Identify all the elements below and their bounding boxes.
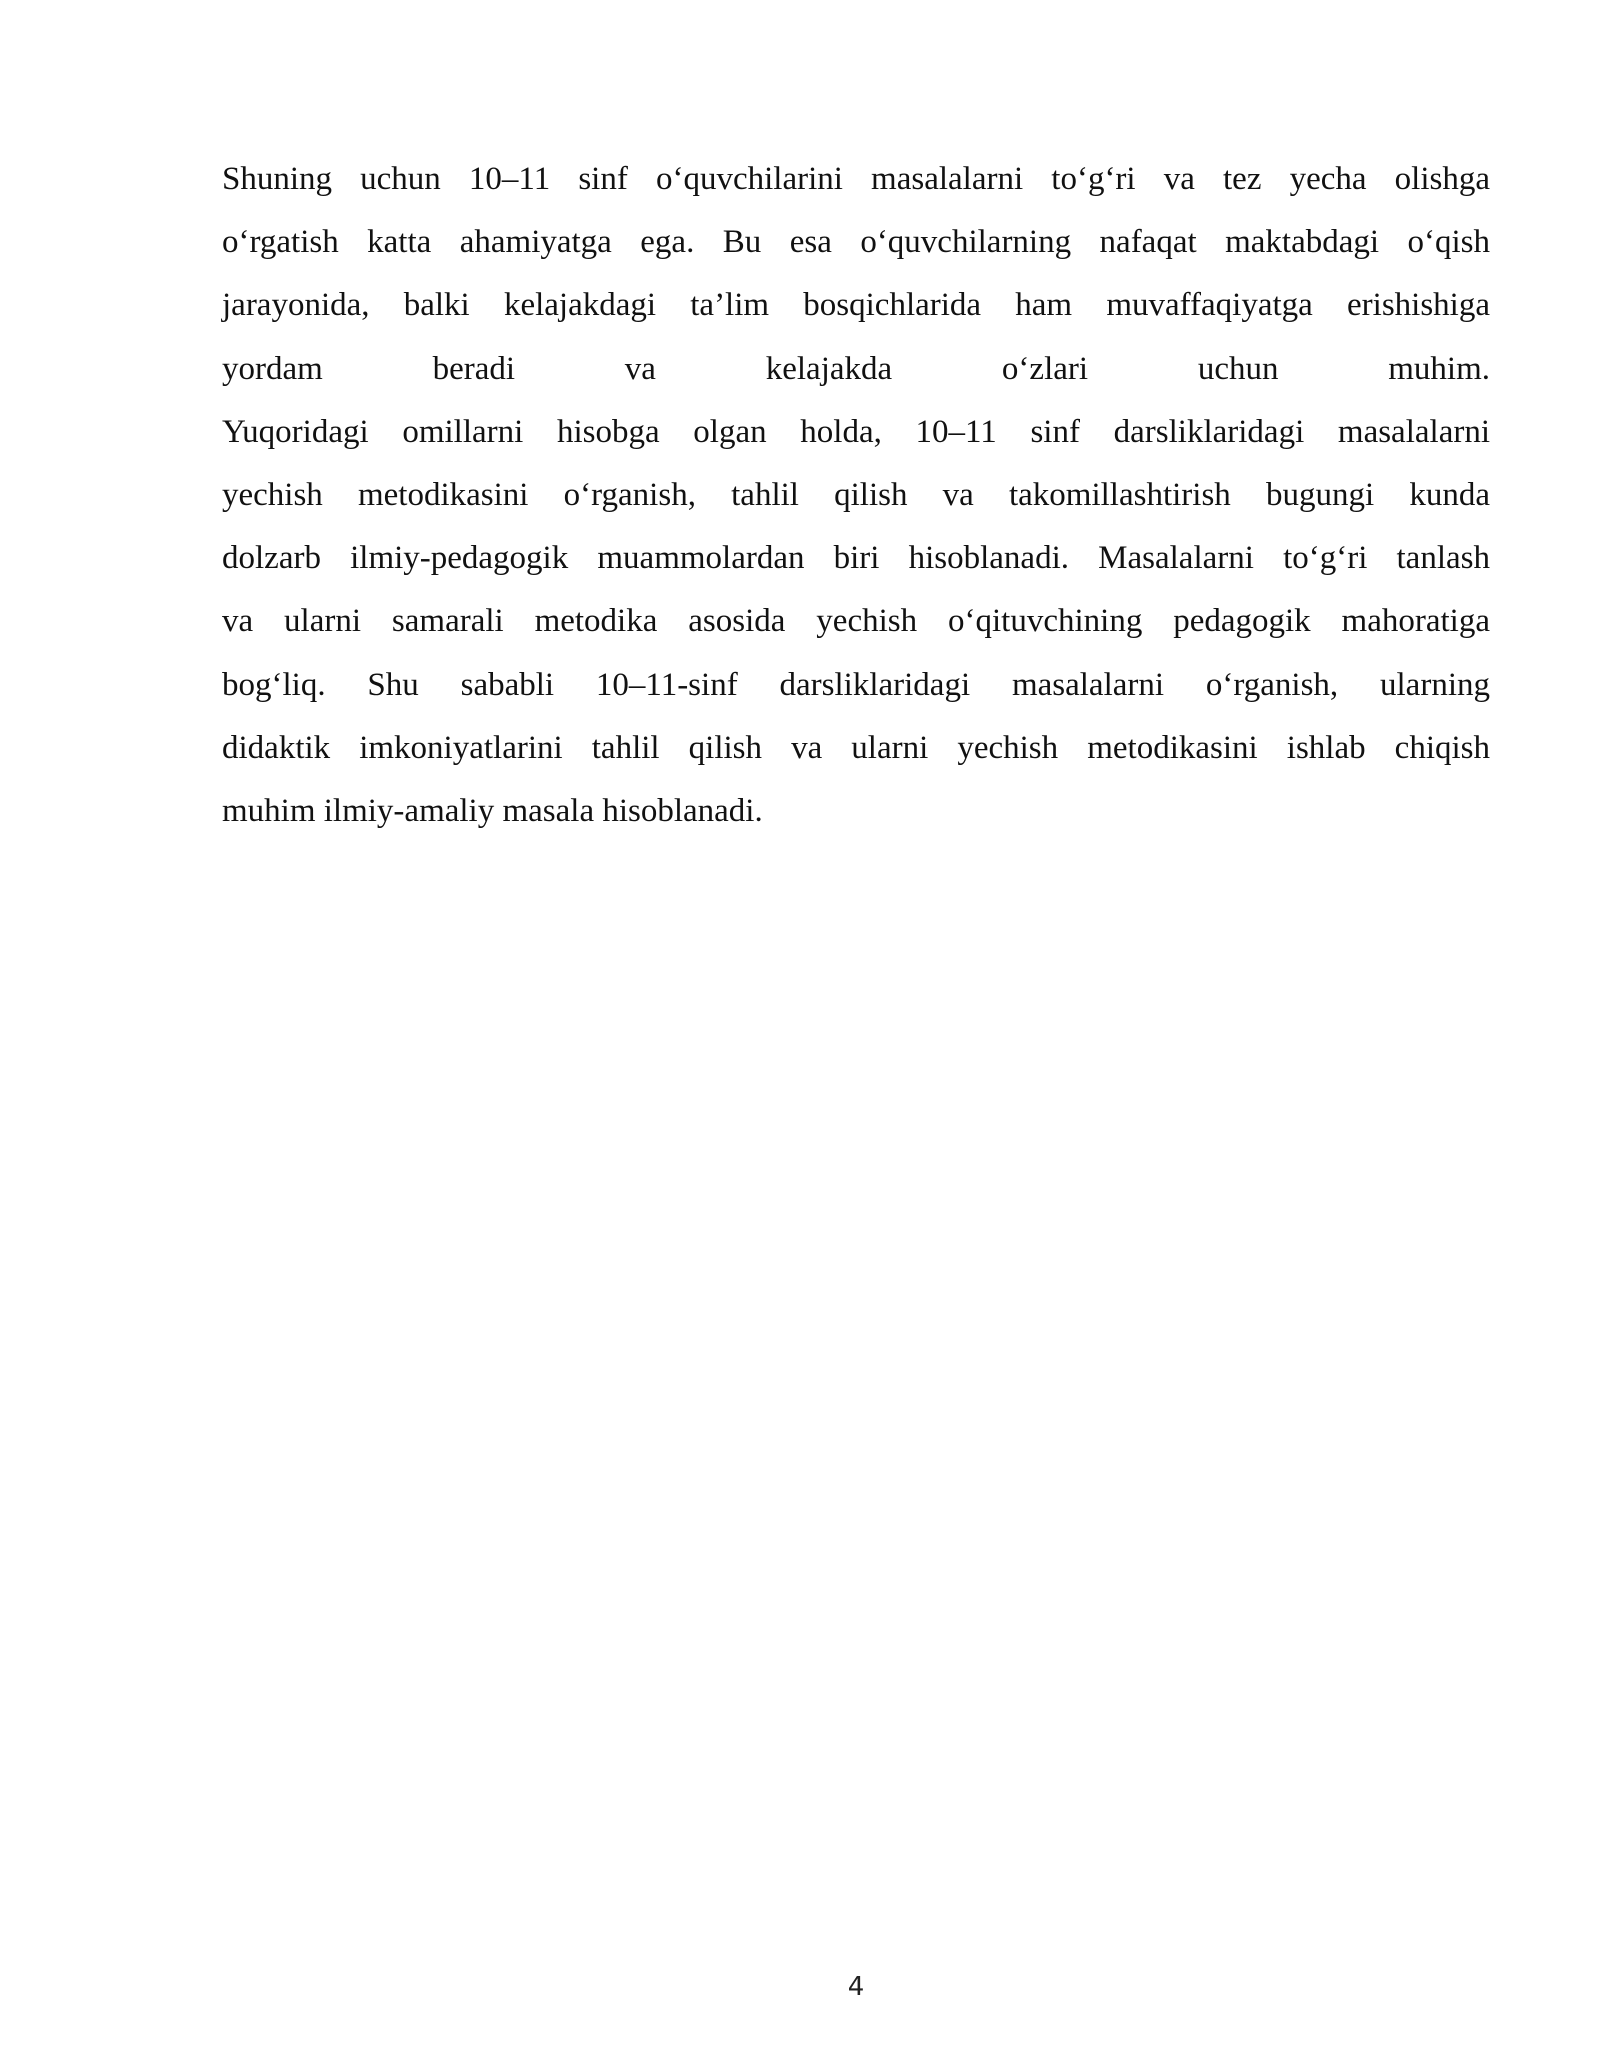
text-line: dolzarb ilmiy-pedagogik muammolardan biri hisoblanadi. Masalalarni to‘g‘ri tanlash [222, 540, 1490, 577]
body-paragraph [222, 148, 1490, 843]
text-line: Shuning uchun 10–11 sinf o‘quvchilarini masalalarni to‘g‘ri va tez yecha olishga [222, 161, 1490, 197]
text-line: Yuqoridagi omillarni hisobga olgan holda, 10–11 sinf darsliklaridagi masalalarni [222, 413, 1490, 450]
text-line: yechish metodikasini o‘rganish, tahlil qilish va takomillashtirish bugungi kunda [222, 476, 1490, 513]
text-line: bog‘liq. Shu sababli 10–11-sinf darsliklaridagi masalalarni o‘rganish, ularning [222, 666, 1490, 703]
text-line: muhim ilmiy-amaliy masala hisoblanadi. [222, 792, 763, 829]
text-line: va ularni samarali metodika asosida yechish o‘qituvchining pedagogik mahoratiga [222, 603, 1490, 640]
text-line: jarayonida, balki kelajakdagi ta’lim bosqichlarida ham muvaffaqiyatga erishishiga [222, 287, 1490, 324]
text-line: didaktik imkoniyatlarini tahlil qilish va ularni yechish metodikasini ishlab chiqish [222, 729, 1490, 766]
page-number: 4 [847, 1972, 865, 2002]
text-line: yordam beradi va kelajakda o‘zlari uchun muhim. [222, 350, 1490, 387]
text-line: o‘rgatish katta ahamiyatga ega. Bu esa o‘quvchilarning nafaqat maktabdagi o‘qish [222, 224, 1490, 261]
